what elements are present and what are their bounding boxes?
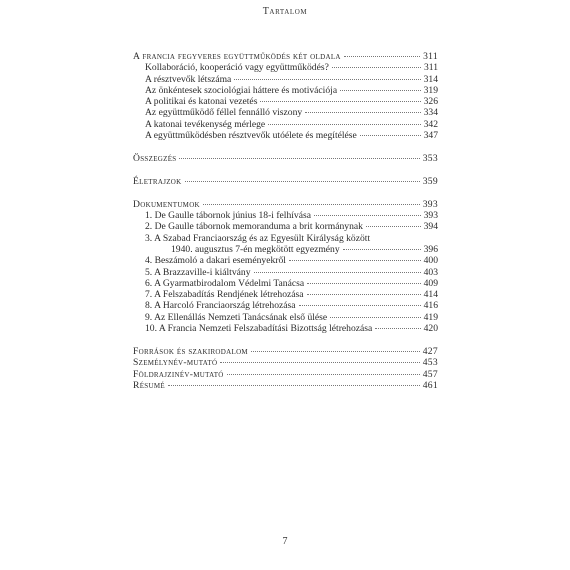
spacer [133,187,438,199]
toc-page-number: 400 [423,255,438,267]
toc-entry-label: Az együttműködő féllel fennálló viszony [145,107,303,119]
toc-page-number: 416 [423,300,438,312]
toc-entry [133,96,438,107]
toc-entry-label: 3. A Szabad Franciaország és az Egyesült Királyság között [145,232,371,244]
toc-page-number: 353 [422,152,438,164]
toc-entry [133,312,438,323]
toc-heading-label: Összegzés [133,152,177,164]
toc-heading-label: Földrajzinév-mutató [133,368,224,380]
toc-entry [133,210,438,221]
page-header: Tartalom [262,6,308,17]
toc-page-number: 311 [423,62,438,74]
toc-entry-continuation [133,244,438,255]
toc-page-number: 319 [423,84,438,96]
toc-leader [260,101,420,102]
table-of-contents [133,51,438,391]
toc-page-number: 342 [423,118,438,130]
toc-leader [254,272,421,273]
toc-entry [133,62,438,73]
toc-page-number: 393 [423,210,438,222]
spacer [133,141,438,153]
toc-entry-label: A katonai tevékenység mérlege [145,118,266,130]
toc-heading-label: Résumé [133,379,165,391]
toc-leader [307,294,421,295]
toc-heading [133,199,438,210]
toc-heading [133,346,438,357]
toc-entry-label: 10. A Francia Nemzeti Felszabadítási Bizottság létrehozása [145,323,373,335]
toc-leader [268,124,420,125]
toc-entry [133,107,438,118]
toc-page-number: 334 [423,107,438,119]
toc-leader [375,328,420,329]
toc-entry [133,323,438,334]
toc-leader [234,79,420,80]
toc-entry [133,221,438,232]
toc-leader [340,90,421,91]
toc-page-number: 403 [423,266,438,278]
toc-page-number: 409 [423,277,438,289]
toc-heading [133,380,438,391]
toc-entry-label: A politikai és katonai vezetés [145,96,258,108]
toc-entry-label: A résztvevők létszáma [145,73,232,85]
toc-page-number: 419 [423,311,438,323]
toc-leader [307,283,421,284]
toc-leader [289,260,421,261]
toc-page-number: 393 [422,198,438,210]
toc-entry [133,233,438,244]
toc-leader [344,56,420,57]
toc-entry [133,74,438,85]
toc-leader [343,249,421,250]
toc-leader [185,181,420,182]
toc-entry [133,119,438,130]
toc-page-number: 359 [422,175,438,187]
toc-entry [133,255,438,266]
toc-entry-label: Kollaboráció, kooperáció vagy együttműködés? [145,62,329,74]
toc-leader [179,158,419,159]
toc-page-number: 420 [423,323,438,335]
toc-page-number: 453 [422,357,438,369]
toc-entry-label: 7. A Felszabadítás Rendjének létrehozása [145,289,304,301]
toc-leader [299,305,421,306]
toc-leader [314,215,421,216]
toc-heading-label: Személynév-mutató [133,357,218,369]
toc-leader [227,374,420,375]
toc-page-number: 414 [423,289,438,301]
toc-entry [133,85,438,96]
toc-entry [133,300,438,311]
toc-page-number: 347 [423,130,438,142]
toc-leader [203,204,420,205]
toc-leader [360,135,421,136]
toc-entry-label: 1940. augusztus 7-én megkötött egyezmény [171,243,340,255]
toc-entry-label: 8. A Harcoló Franciaország létrehozása [145,300,296,312]
toc-entry-label: Az önkéntesek szociológiai háttere és motivációja [145,84,338,96]
toc-entry-label: 4. Beszámoló a dakari eseményekről [145,255,286,267]
toc-entry [133,267,438,278]
toc-heading [133,176,438,187]
toc-heading [133,153,438,164]
toc-leader [251,351,420,352]
toc-heading-label: A francia fegyveres együttműködés két oldala [133,51,341,62]
toc-entry-label: 2. De Gaulle tábornok memoranduma a brit kormánynak [145,221,363,233]
toc-entry-label: A együttműködésben résztvevők utóélete és megítélése [145,130,357,142]
toc-page-number: 314 [423,73,438,85]
toc-heading-label: Életrajzok [133,175,182,187]
toc-heading-label: Források és szakirodalom [133,345,248,357]
toc-page-number: 394 [423,221,438,233]
toc-heading [133,357,438,368]
toc-leader [305,112,420,113]
toc-leader [332,67,421,68]
toc-page-number: 461 [422,379,438,391]
toc-page-number: 396 [423,243,438,255]
toc-entry [133,289,438,300]
toc-leader [220,362,419,363]
page-number: 7 [282,536,288,547]
toc-page-number: 427 [422,345,438,357]
toc-page-number: 311 [423,51,438,62]
toc-entry [133,130,438,141]
spacer [133,164,438,176]
toc-entry-label: 6. A Gyarmatbirodalom Védelmi Tanácsa [145,277,305,289]
toc-leader [366,226,421,227]
toc-heading [133,369,438,380]
toc-entry-label: 5. A Brazzaville-i kiáltvány [145,266,251,278]
spacer [133,334,438,346]
toc-heading [133,51,438,62]
toc-entry-label: 9. Az Ellenállás Nemzeti Tanácsának első ülése [145,311,328,323]
toc-entry-label: 1. De Gaulle tábornok június 18-i felhívása [145,210,311,222]
toc-page-number: 457 [422,368,438,380]
toc-heading-label: Dokumentumok [133,198,200,210]
toc-entry [133,278,438,289]
toc-leader [330,317,420,318]
toc-page-number: 326 [423,96,438,108]
toc-leader [168,385,420,386]
